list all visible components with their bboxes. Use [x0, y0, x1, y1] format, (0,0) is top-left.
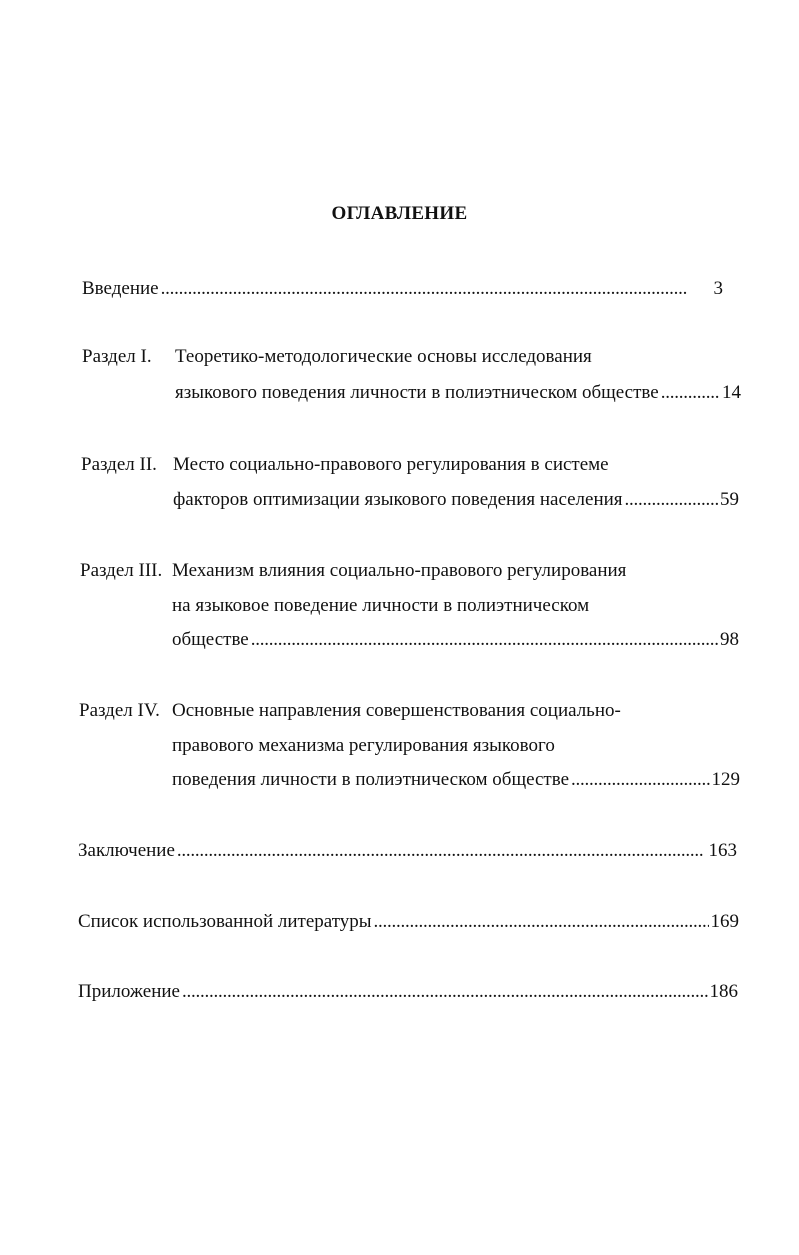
section-title-line: обществе	[172, 629, 249, 650]
toc-entry-text: Заключение	[78, 840, 175, 861]
toc-entry-section-3	[172, 627, 739, 653]
section-title-line: Место социально-правового регулирования в системе	[173, 454, 609, 475]
dot-leader	[177, 838, 707, 864]
toc-entry-intro	[82, 276, 723, 302]
section-title-line: поведения личности в полиэтническом обществе	[172, 769, 570, 790]
dot-leader	[661, 380, 720, 406]
section-title-line: на языковое поведение личности в полиэтническом	[172, 595, 590, 616]
toc-page-number: 163	[708, 840, 737, 861]
section-title-line: Механизм влияния социально-правового регулирования	[172, 560, 627, 581]
section-title-line: Теоретико-методологические основы исследования	[175, 346, 592, 367]
dot-leader	[571, 767, 709, 793]
dot-leader	[625, 487, 718, 513]
section-label: Раздел II.	[81, 454, 157, 475]
dot-leader	[374, 909, 709, 935]
section-label: Раздел III.	[80, 560, 163, 581]
section-label: Раздел I.	[82, 346, 152, 367]
toc-page-number: 129	[711, 769, 740, 790]
toc-entry-text: Приложение	[78, 981, 180, 1002]
toc-entry-conclusion	[78, 838, 737, 864]
toc-entry-section-1	[175, 380, 741, 406]
page-title: ОГЛАВЛЕНИЕ	[331, 203, 468, 224]
toc-page-number: 14	[722, 382, 741, 403]
toc-page-number: 59	[720, 489, 739, 510]
dot-leader	[182, 979, 708, 1005]
section-title-line: Основные направления совершенствования социально-	[172, 700, 621, 721]
dot-leader	[161, 276, 712, 302]
toc-entry-section-4	[172, 767, 740, 793]
toc-page-number: 98	[720, 629, 739, 650]
dot-leader	[251, 627, 718, 653]
section-label: Раздел IV.	[79, 700, 160, 721]
toc-page-number: 169	[710, 911, 739, 932]
toc-entry-appendix	[78, 979, 738, 1005]
toc-page-number: 186	[709, 981, 738, 1002]
section-title-line: правового механизма регулирования языкового	[172, 735, 555, 756]
section-title-line: языкового поведения личности в полиэтническом обществе	[175, 382, 659, 403]
toc-entry-section-2	[173, 487, 739, 513]
section-title-line: факторов оптимизации языкового поведения населения	[173, 489, 623, 510]
toc-entry-text: Введение	[82, 278, 159, 299]
toc-entry-references	[78, 909, 739, 935]
toc-page-number: 3	[713, 278, 723, 299]
toc-entry-text: Список использованной литературы	[78, 911, 372, 932]
